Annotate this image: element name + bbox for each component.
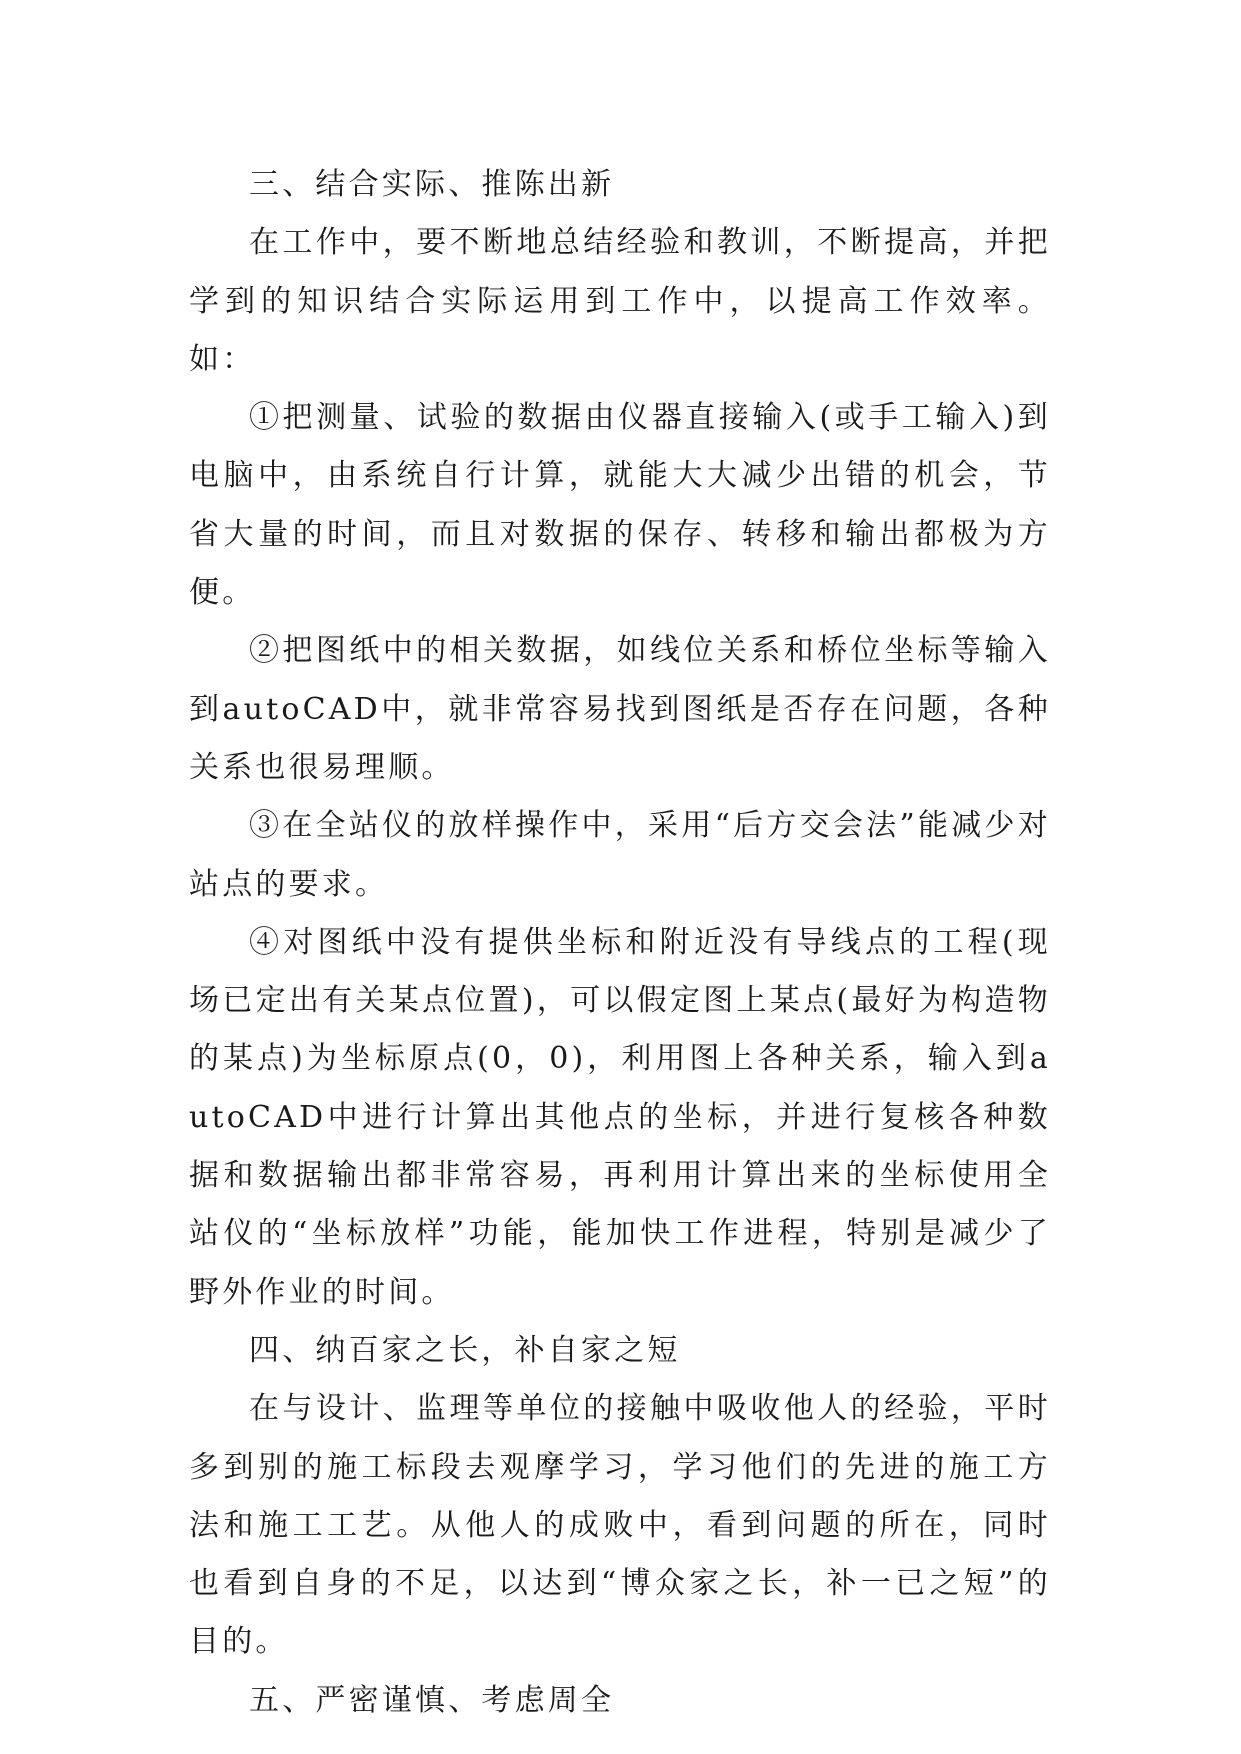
section-heading-4: 四、纳百家之长，补自家之短	[249, 1332, 681, 1368]
body-paragraph: 在工作中，要不断地总结经验和教训，不断提高，并把学到的知识结合实际运用到工作中，以提高工作效率。如：	[189, 225, 1051, 377]
list-paragraph-3: ③在全站仪的放样操作中，采用“后方交会法”能减少对站点的要求。	[189, 808, 1051, 902]
body-paragraph: 在与设计、监理等单位的接触中吸收他人的经验，平时多到别的施工标段去观摩学习，学习他们的先进的施工方法和施工工艺。从他人的成败中，看到问题的所在，同时也看到自身的不足，以达到“博众家之长，补一已之短”的目的。	[189, 1391, 1051, 1660]
section-heading-3: 三、结合实际、推陈出新	[249, 167, 615, 202]
list-paragraph-2: ②把图纸中的相关数据，如线位关系和桥位坐标等输入到autoCAD中，就非常容易找到图纸是否存在问题，各种关系也很易理顺。	[189, 633, 1051, 785]
document-body	[189, 156, 1051, 1730]
list-paragraph-4: ④对图纸中没有提供坐标和附近没有导线点的工程(现场已定出有关某点位置)，可以假定图上某点(最好为构造物的某点)为坐标原点(0，0)，利用图上各种关系，输入到autoCAD中进行计算出其他点的坐标，并进行复核各种数据和数据输出都非常容易，再利用计算出来的坐标使用全站仪的“坐标放样”功能，能加快工作进程，特别是减少了野外作业的时间。	[189, 924, 1051, 1310]
list-paragraph-1: ①把测量、试验的数据由仪器直接输入(或手工输入)到电脑中，由系统自行计算，就能大大减少出错的机会，节省大量的时间，而且对数据的保存、转移和输出都极为方便。	[189, 400, 1051, 611]
section-heading-5: 五、严密谨慎、考虑周全	[249, 1682, 615, 1718]
